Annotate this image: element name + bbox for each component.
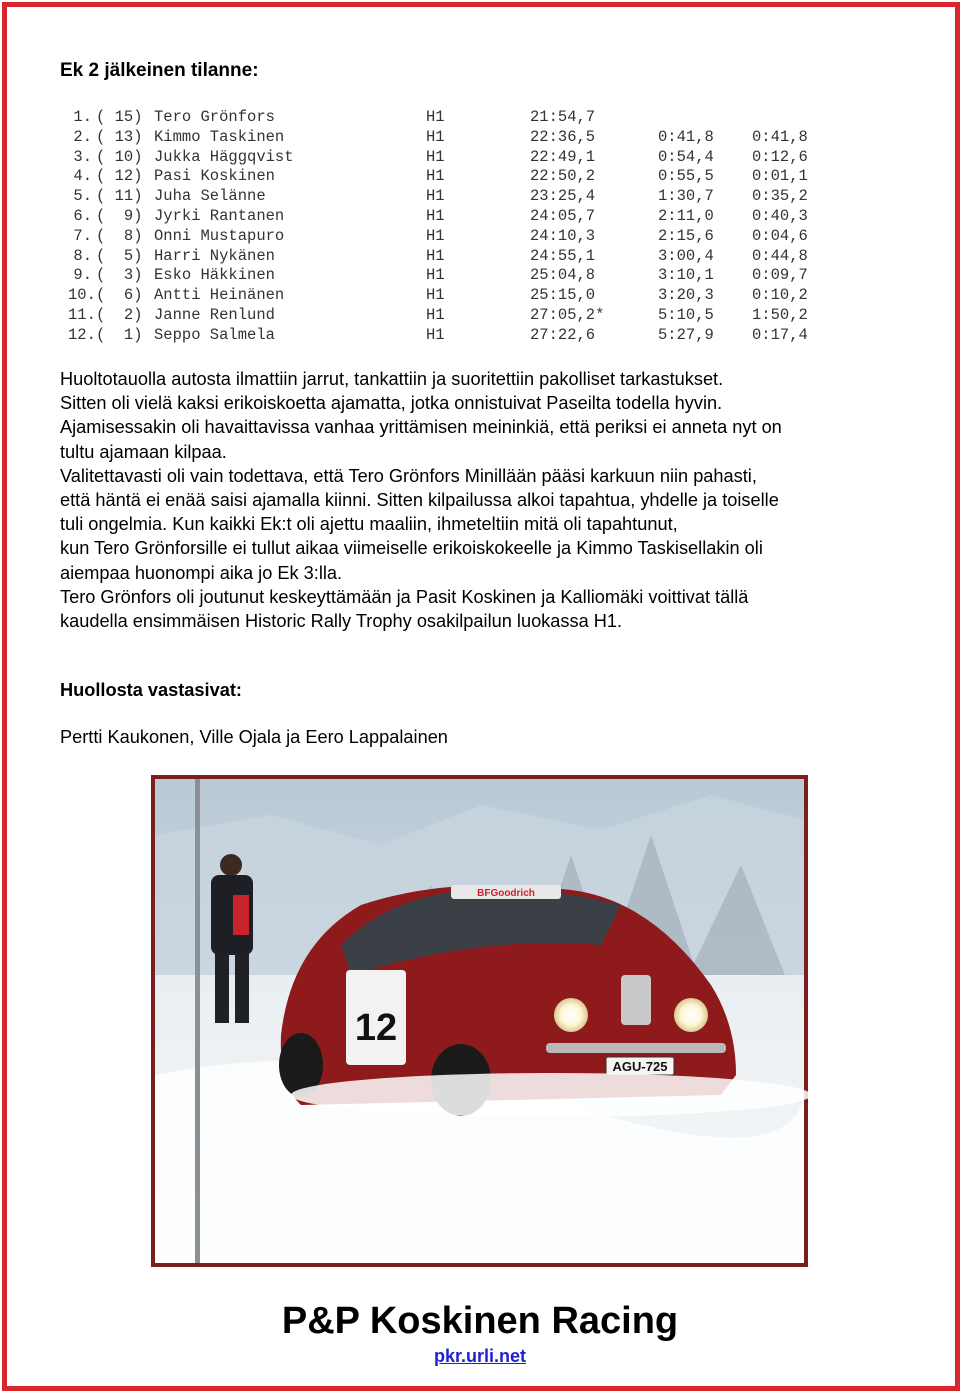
driver-name: Pasi Koskinen	[154, 167, 275, 186]
license-plate-text: AGU-725	[612, 1059, 668, 1074]
car-number: ( 15)	[96, 108, 143, 126]
diff-prev: 0:40,3	[752, 206, 808, 225]
diff-leader: 5:27,9	[658, 325, 714, 344]
class: H1	[426, 187, 445, 206]
diff-leader: 1:30,7	[658, 187, 714, 206]
diff-leader: 3:00,4	[658, 246, 714, 265]
total-time: 27:22,6	[530, 325, 596, 344]
driver-name: Janne Renlund	[154, 305, 275, 324]
position: 7.	[73, 226, 92, 245]
total-time: 22:49,1	[530, 147, 596, 166]
car-number: ( 3)	[96, 266, 143, 285]
driver-name: Antti Heinänen	[154, 286, 285, 305]
article-line: Ajamisessakin oli havaittavissa vanhaa yrittämisen meininkiä, että periksi ei anneta nyt on	[60, 417, 782, 438]
car-number: ( 2)	[96, 305, 143, 324]
position: 10.	[68, 286, 96, 305]
article-line: että häntä ei enää saisi ajamalla kiinni. Sitten kilpailussa alkoi tapahtua, yhdelle ja toiselle	[60, 490, 779, 511]
diff-prev: 0:41,8	[752, 127, 808, 146]
diff-prev: 0:04,6	[752, 226, 808, 245]
crew-names: Pertti Kaukonen, Ville Ojala ja Eero Lappalainen	[60, 727, 448, 747]
section-heading: Ek 2 jälkeinen tilanne:	[60, 60, 259, 81]
car-number: ( 6)	[96, 286, 143, 305]
diff-leader: 0:55,5	[658, 167, 714, 186]
rally-car-photo	[151, 775, 808, 1267]
class: H1	[426, 305, 445, 324]
total-time: 27:05,2*	[530, 305, 605, 324]
car-number: ( 11)	[96, 187, 143, 206]
class: H1	[426, 325, 445, 344]
diff-leader: 0:54,4	[658, 147, 714, 166]
driver-name: Harri Nykänen	[154, 246, 275, 265]
article-text	[60, 367, 910, 633]
article-line: Sitten oli vielä kaksi erikoiskoetta ajamatta, jotka onnistuivat Paseilta todella hyvin.	[60, 393, 723, 414]
article-line: tultu ajamaan kilpaa.	[60, 441, 227, 462]
brand-title: P&P Koskinen Racing	[281, 1300, 679, 1342]
table-row	[68, 305, 808, 326]
total-time: 22:36,5	[530, 127, 596, 146]
car-number: ( 13)	[96, 127, 143, 146]
class: H1	[426, 226, 445, 245]
grille	[621, 975, 651, 1025]
door-number: 12	[354, 1007, 398, 1049]
total-time: 24:55,1	[530, 246, 596, 265]
diff-prev: 0:12,6	[752, 147, 808, 166]
driver-name: Jyrki Rantanen	[154, 206, 285, 225]
class: H1	[426, 286, 445, 305]
article-line: kaudella ensimmäisen Historic Rally Trophy osakilpailun luokassa H1.	[60, 611, 623, 632]
headlight-left	[554, 998, 588, 1032]
car-number: ( 12)	[96, 167, 143, 186]
class: H1	[426, 206, 445, 225]
total-time: 23:25,4	[530, 187, 596, 206]
position: 4.	[73, 167, 92, 186]
total-time: 22:50,2	[530, 167, 596, 186]
driver-name: Esko Häkkinen	[154, 266, 275, 285]
class: H1	[426, 147, 445, 166]
windshield-banner-text: BFGoodrich	[477, 888, 535, 899]
driver-name: Juha Selänne	[154, 187, 266, 206]
article-line: Tero Grönfors oli joutunut keskeyttämään ja Pasit Koskinen ja Kalliomäki voittivat tällä	[60, 586, 749, 607]
class: H1	[426, 167, 445, 186]
diff-leader: 5:10,5	[658, 305, 714, 324]
diff-prev: 0:01,1	[752, 167, 808, 186]
headlight-right	[674, 998, 708, 1032]
position: 8.	[73, 246, 92, 265]
diff-prev: 0:35,2	[752, 187, 808, 206]
table-row	[68, 187, 808, 207]
diff-leader: 2:15,6	[658, 226, 714, 245]
total-time: 24:10,3	[530, 226, 596, 245]
driver-name: Jukka Häggqvist	[154, 147, 294, 166]
diff-prev: 1:50,2	[752, 305, 808, 324]
class: H1	[426, 108, 445, 126]
position: 9.	[73, 266, 92, 285]
class: H1	[426, 246, 445, 265]
driver-name: Kimmo Taskinen	[154, 127, 285, 146]
article-line: kun Tero Grönforsille ei tullut aikaa viimeiselle erikoiskokeelle ja Kimmo Taskisellakin oli	[60, 538, 763, 559]
results-table	[68, 108, 808, 346]
car-number: ( 9)	[96, 206, 143, 225]
driver-name: Tero Grönfors	[154, 108, 275, 126]
diff-prev: 0:09,7	[752, 266, 808, 285]
car-number: ( 10)	[96, 147, 143, 166]
position: 3.	[73, 147, 92, 166]
table-row	[68, 167, 808, 187]
position: 2.	[73, 127, 92, 146]
class: H1	[426, 127, 445, 146]
position: 6.	[73, 206, 92, 225]
diff-leader: 3:20,3	[658, 286, 714, 305]
article-line: Valitettavasti oli vain todettava, että Tero Grönfors Minillään pääsi karkuun niin pahasti,	[60, 465, 757, 486]
table-row	[68, 108, 596, 128]
table-row	[68, 127, 808, 148]
table-row	[68, 147, 808, 168]
table-row	[68, 226, 808, 247]
article-line: Huoltotauolla autosta ilmattiin jarrut, tankattiin ja suoritettiin pakolliset tarkastukset.	[60, 369, 724, 389]
total-time: 21:54,7	[530, 108, 596, 126]
table-row	[68, 325, 808, 346]
diff-leader: 3:10,1	[658, 266, 714, 285]
table-row	[68, 286, 808, 306]
position: 5.	[73, 187, 92, 206]
car-number: ( 1)	[96, 325, 143, 344]
table-row	[68, 246, 808, 267]
lamp-post	[195, 779, 200, 1263]
article-line: aiempaa huonompi aika jo Ek 3:lla.	[60, 562, 343, 583]
table-row	[68, 206, 808, 227]
diff-prev: 0:17,4	[752, 325, 808, 344]
website-link[interactable]: pkr.urli.net	[433, 1346, 527, 1366]
driver-name: Seppo Salmela	[154, 325, 275, 344]
diff-leader: 0:41,8	[658, 127, 714, 146]
position: 11.	[68, 305, 96, 324]
total-time: 25:15,0	[530, 286, 596, 305]
position: 12.	[68, 325, 96, 344]
diff-prev: 0:44,8	[752, 246, 808, 265]
driver-name: Onni Mustapuro	[154, 226, 285, 245]
total-time: 24:05,7	[530, 206, 596, 225]
crew-heading: Huollosta vastasivat:	[60, 680, 242, 700]
car-number: ( 5)	[96, 246, 143, 265]
position: 1.	[73, 108, 92, 126]
car-number: ( 8)	[96, 226, 143, 245]
class: H1	[426, 266, 445, 285]
article-line: tuli ongelmia. Kun kaikki Ek:t oli ajettu maaliin, ihmeteltiin mitä oli tapahtunut,	[60, 514, 678, 535]
diff-leader: 2:11,0	[658, 206, 714, 225]
diff-prev: 0:10,2	[752, 286, 808, 305]
total-time: 25:04,8	[530, 266, 596, 285]
table-row	[68, 266, 808, 286]
